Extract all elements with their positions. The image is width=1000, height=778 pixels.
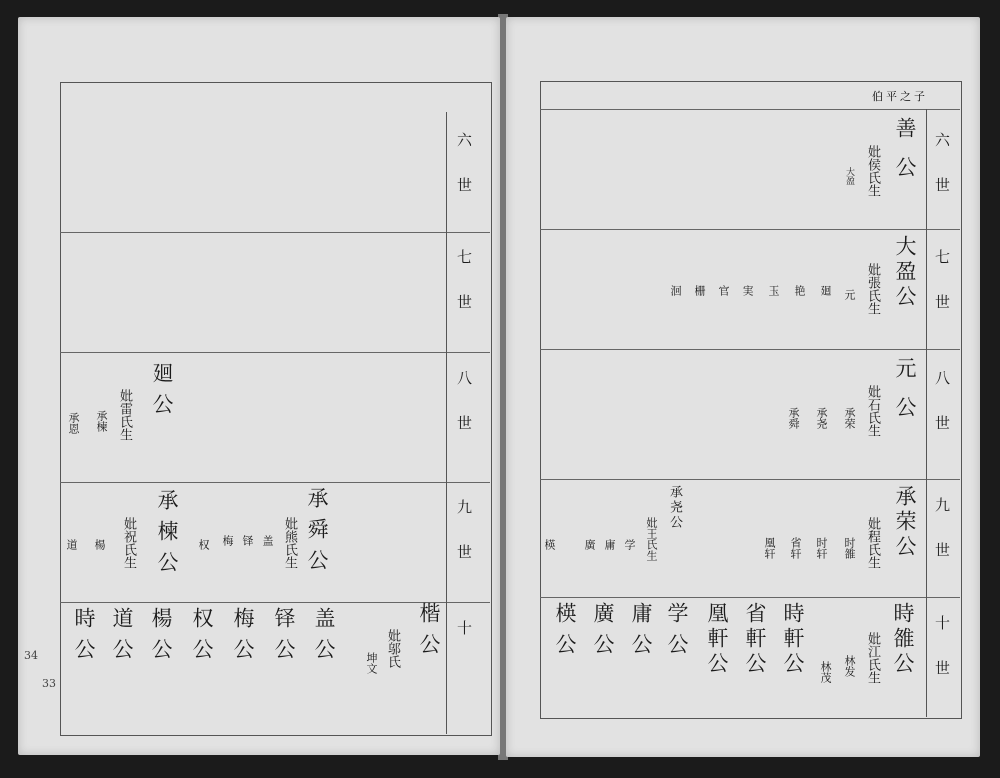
left-gen10-name-4: 梅公 (231, 607, 255, 669)
right-gen10-name-8: 楧公 (553, 602, 577, 664)
right-rule-2 (540, 349, 960, 350)
right-gen7-child-5: 実 (741, 285, 754, 296)
left-gen-10-text: 十 (455, 620, 473, 635)
left-gen8-child-2: 承恩 (67, 412, 80, 434)
left-gen-6 (456, 132, 471, 226)
left-gen9-a-name: 承舜公 (305, 487, 329, 580)
left-gen10-wife-1: 妣邬氏 (385, 629, 400, 668)
left-gen9-b-wife: 妣祝氏生 (121, 517, 136, 569)
left-gen9-b-name: 承楝公 (155, 489, 179, 582)
left-gen-10 (456, 620, 471, 639)
right-gen10-child-2: 林茂 (819, 661, 832, 683)
right-gen-6 (934, 132, 949, 226)
right-rule-1 (540, 229, 960, 230)
right-gen9-a-wife: 妣程氏生 (865, 517, 880, 569)
left-gen-9 (456, 499, 471, 593)
left-gen9-a-child-2: 铎 (241, 535, 254, 546)
right-page-header: 伯平之子 (872, 90, 928, 103)
left-gen-6-text: 六世 (455, 132, 473, 222)
right-gen7-child-7: 栅 (693, 285, 706, 296)
left-gen10-name-3: 铎公 (272, 607, 296, 669)
page-number-33: 33 (42, 677, 56, 690)
right-rule-3 (540, 479, 960, 480)
right-gen-9 (934, 497, 949, 591)
right-gen9-a-child-1: 时雒 (843, 537, 856, 559)
right-gen-column-line (926, 109, 927, 717)
left-gen9-a-child-1: 盖 (261, 535, 274, 546)
right-gen9-b-name: 承尧公 (667, 485, 682, 530)
right-gen10-name-1: 時雒公 (891, 602, 915, 677)
left-rule-3 (60, 482, 490, 483)
left-gen10-name-1: 楷公 (417, 602, 441, 664)
left-gen9-a-child-4: 权 (197, 539, 210, 550)
right-gen7-child-2: 廻 (819, 285, 832, 296)
right-gen10-name-6: 庸公 (629, 602, 653, 664)
right-gen6-name: 善公 (893, 117, 917, 195)
left-gen10-name-2: 盖公 (312, 607, 336, 669)
right-gen-8-text: 八世 (933, 370, 951, 460)
right-gen10-child-1: 林发 (843, 655, 856, 677)
right-gen8-child-2: 承尧 (815, 407, 828, 429)
right-gen7-name: 大盈公 (893, 235, 917, 310)
left-gen9-a-wife: 妣熊氏生 (282, 517, 297, 569)
right-gen7-child-3: 艳 (793, 285, 806, 296)
left-gen8-name: 廻公 (150, 362, 174, 424)
left-page (18, 17, 500, 755)
right-gen8-child-3: 承舜 (787, 407, 800, 429)
right-gen-6-text: 六世 (933, 132, 951, 222)
right-gen9-a-child-3: 省轩 (789, 537, 802, 559)
left-gen10-name-7: 道公 (110, 607, 134, 669)
left-gen-7-text: 七世 (455, 249, 473, 339)
right-gen7-child-6: 官 (717, 285, 730, 296)
right-gen7-child-8: 洄 (669, 285, 682, 296)
right-gen9-a-child-2: 时轩 (815, 537, 828, 559)
right-gen10-name-4: 凰軒公 (705, 602, 729, 677)
left-gen8-child-1: 承楝 (95, 410, 108, 432)
right-gen10-name-7: 廣公 (591, 602, 615, 664)
right-gen9-b-wife: 妣王氏生 (645, 517, 658, 561)
right-gen9-b-child-1: 学 (623, 539, 636, 550)
left-gen9-b-child-1: 楊 (93, 539, 106, 550)
left-rule-1 (60, 232, 490, 233)
right-gen7-child-1: 元 (843, 289, 856, 300)
right-gen10-wife-1: 妣江氏生 (865, 632, 880, 684)
right-gen-10 (934, 615, 949, 709)
left-gen9-a-child-3: 梅 (221, 535, 234, 546)
right-gen-10-text: 十世 (933, 615, 951, 705)
right-gen-7-text: 七世 (933, 249, 951, 339)
right-gen-8 (934, 370, 949, 464)
left-gen8-wife: 妣雷氏生 (117, 389, 132, 441)
right-gen9-b-child-2: 庸 (603, 539, 616, 550)
right-gen8-wife: 妣石氏生 (865, 385, 880, 437)
left-gen10-name-6: 楊公 (149, 607, 173, 669)
left-gen9-b-child-2: 道 (65, 539, 78, 550)
left-gen-7 (456, 249, 471, 343)
right-gen7-wife: 妣張氏生 (865, 263, 880, 315)
right-header-rule (540, 109, 960, 110)
right-gen-9-text: 九世 (933, 497, 951, 587)
left-rule-2 (60, 352, 490, 353)
right-gen8-child-1: 承荣 (843, 407, 856, 429)
right-gen-7 (934, 249, 949, 343)
right-gen7-child-4: 玉 (767, 285, 780, 296)
right-gen10-name-3: 省軒公 (743, 602, 767, 677)
right-rule-4 (540, 597, 960, 598)
left-gen-column-line (446, 112, 447, 734)
left-gen-9-text: 九世 (455, 499, 473, 589)
right-gen9-a-name: 承荣公 (893, 485, 917, 560)
left-gen10-name-8: 時公 (72, 607, 96, 669)
right-gen10-name-5: 学公 (665, 602, 689, 664)
right-gen6-wife: 妣侯氏生 (865, 145, 880, 197)
page-number-34: 34 (24, 649, 38, 662)
left-gen-8-text: 八世 (455, 370, 473, 460)
right-gen9-a-child-4: 凰轩 (763, 537, 776, 559)
left-gen10-child-1: 坤文 (365, 652, 378, 674)
right-gen10-name-2: 時軒公 (781, 602, 805, 677)
right-gen9-b-child-3: 廣 (583, 539, 596, 550)
left-gen10-name-5: 权公 (190, 607, 214, 669)
left-gen-8 (456, 370, 471, 464)
right-gen6-child: 大盈 (844, 167, 854, 185)
right-gen9-b-child-4: 楧 (543, 539, 556, 550)
right-gen8-name: 元公 (893, 357, 917, 435)
right-page (506, 17, 980, 757)
